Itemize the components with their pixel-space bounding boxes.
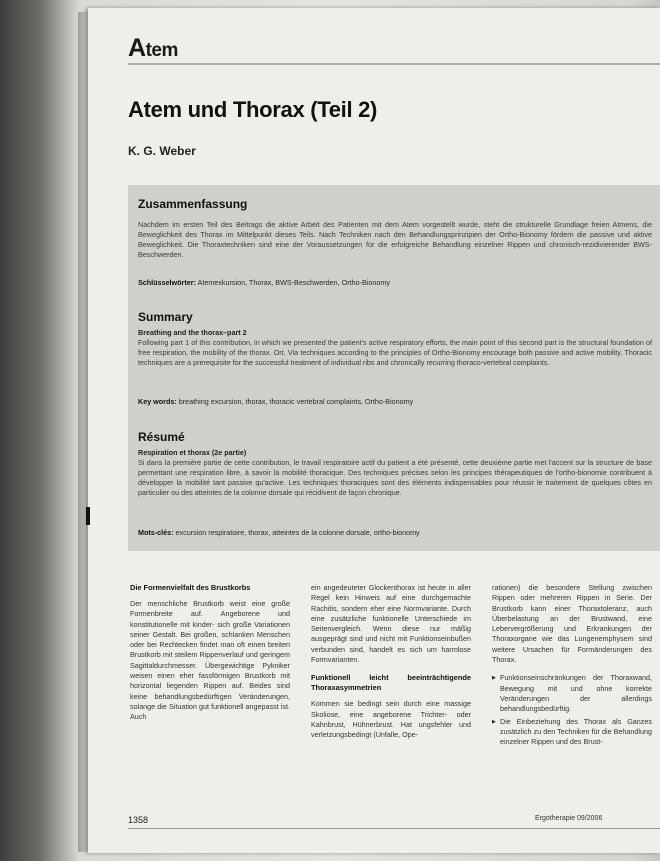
header-rule [128, 63, 660, 65]
page-number: 1358 [128, 815, 149, 825]
margin-marker [86, 507, 90, 525]
column-3-list [492, 673, 652, 747]
abstract-en-keywords-text: breathing excursion, thorax, thoracic vertebral complaints, Ortho-Bionomy [178, 397, 414, 406]
abstract-fr-subtitle: Respiration et thorax (2e partie) [138, 448, 247, 457]
column-2-heading: Funktionell leicht beeinträchtigende Thoraxasymmetrien [311, 673, 471, 693]
body-column-1 [130, 583, 290, 808]
column-2-paragraph-2: Kommen sie bedingt sein durch eine massige Skoliose, eine angeborene Trichter- oder Kahnbrust, Hühnerbrust. Hat ungsfehler und verletzungsbedingt (Unfalle, Ope- [311, 699, 471, 740]
abstract-de-body: Nachdem im ersten Teil des Beitrags die aktive Arbeit des Patienten mit dem Atem vorgestellt wurde, steht die strukturelle Grundlage freien Atmens, die Beweglichkeit des Thorax im Mittelpunkt dieses Teils. Nach Techniken nach den Behandlungsprinzipien der Ortho-Bionomy fördern die passive und aktive Beweglichkeit. Die Thoraxtechniken sind eine der Voraussetzungen für die erfolgreiche Behandlung einzelner Rippen und chronisch-rezidivierender BWS-Beschwerden. [138, 220, 652, 259]
section-label [128, 34, 178, 63]
abstract-fr-keywords-text: excursion respiratoire, thorax, atteintes de la colonne dorsale, ortho-bionomy [175, 528, 420, 537]
abstract-de-keywords-text: Atemexkursion, Thorax, BWS-Beschwerden, Ortho-Bionomy [197, 278, 390, 287]
column-2-paragraph-1: ein angedeuteter Glockenthorax ist heute in aller Regel kein Hinweis auf eine durchgemachte Rachitis, sondern eher eine Normvariante. Durch eine zusätzliche funktionelle Unterschiede im Seitenvergleich. Wenn diese nur mäßig ausgeprägt sind und nicht mit Funktionseinbußen verbunden sind, handelt es sich um harmlose Formvarianten. [311, 583, 471, 665]
abstract-en-subtitle: Breathing and the thorax–part 2 [138, 328, 247, 337]
section-initial: A [128, 34, 146, 62]
list-item: ▶ Funktionseinschränkungen der Thoraxwand, Bewegung mit und ohne korrekte Veränderungen der allerdings behandlungsbedürftig. [492, 673, 652, 714]
column-3-paragraph: rationen) die besondere Stellung zwischen Rippen oder mehreren Rippen in Serie. Der Brustkorb kann einer Thoraxtoleranz, auch Überbelastung an der Brustwand, eine Lebervergrößerung und Erkrankungen der Thoraxorgane wie das Lungenemphysem sind weitere Ursachen für Formänderungen des Thorax. [492, 583, 652, 665]
abstract-en-body: Following part 1 of this contribution, in which we presented the patient's active respiratory efforts, the main point of this second part is the structural foundation of free respiration, the mobility of the thorax. Ort. Via techniques according to the principles of Ortho-Bionomy encourage both passive and active mobility. Thoracic techniques are a prerequisite for the successful treatment of individual ribs and chronically recurring thoraco-vertebral complaints. [138, 338, 652, 367]
footer-rule [128, 828, 660, 829]
abstract-de-heading: Zusammenfassung [138, 197, 248, 211]
section-rest: tem [145, 40, 178, 61]
abstract-de-keywords-label: Schlüsselwörter: [138, 278, 196, 287]
abstract-fr-keywords-label: Mots-clés: [138, 528, 174, 537]
page-binding-edge [78, 12, 88, 852]
article-author: K. G. Weber [128, 144, 196, 158]
column-1-heading: Die Formenvielfalt des Brustkorbs [130, 583, 251, 592]
abstract-en-heading: Summary [138, 310, 193, 324]
body-column-2 [311, 583, 471, 808]
abstract-fr-heading: Résumé [138, 430, 185, 444]
abstract-de-keywords [138, 278, 652, 288]
article-title: Atem und Thorax (Teil 2) [128, 97, 378, 122]
abstract-fr-body: Si dans la première partie de cette contribution, le travail respiratoire actif du patient a été présenté, cette deuxième partie met l'accent sur la structure de base permettant une respiration libre, à savoir la mobilité thoracique. Des techniques précises selon les principes thérapeutiques de l'ortho-bionomie contribuent à développer la mobilité tant passive qu'active. Les techniques thoraciques sont des éléments indispensables pour réussir le traitement de quelques côtes en particulier ou des atteintes de la colonne dorsale qui récidivent de façon chronique. [138, 458, 652, 497]
abstract-en-keywords-label: Key words: [138, 397, 177, 406]
abstract-fr-keywords [138, 528, 652, 538]
journal-reference: Ergotherapie 09/2006 [535, 815, 603, 822]
list-item: ▶ Die Einbeziehung des Thorax als Ganzes zusätzlich zu den Techniken für die Behandlung einzelner Rippen und des Brust- [492, 717, 652, 748]
column-1-paragraph: Der menschliche Brustkorb weist eine große Formenbreite auf. Angeborene und konstitutionelle mit kinder- sich große Variationen seiner Gestalt. Bei großen, schlanken Menschen oder bei Rechtecken findet man oft einen breiten Brustkorb mit steilem Rippenverlauf und geringem Sagittaldurchmesser. Übergewichtige Pykniker weisen einen eher fassförmigen Brustkorb mit horizontal liegenden Rippen auf. Beides sind keine behandlungsbedürftigen Veränderungen, solange die Situation gut funktionell angepasst ist. Auch [130, 599, 290, 722]
abstract-en-keywords [138, 397, 652, 407]
body-column-3 [492, 583, 652, 808]
